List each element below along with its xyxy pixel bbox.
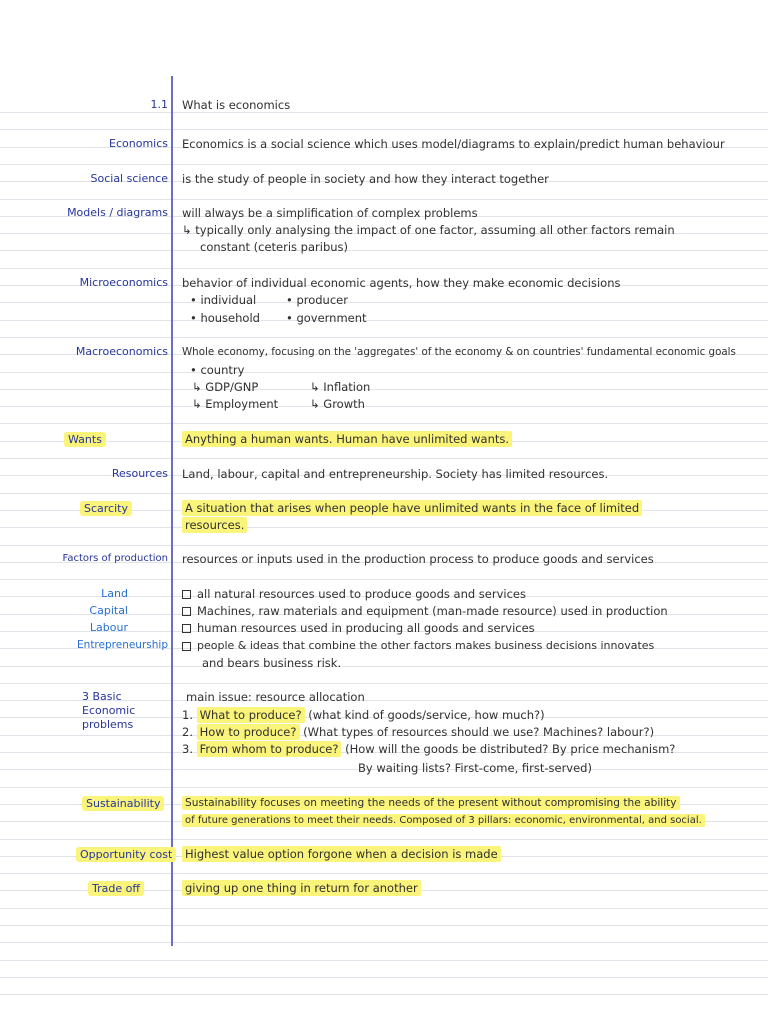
section-number: 1.1 — [150, 98, 168, 111]
term-social-science: Social science — [90, 172, 168, 185]
macro-sub-inflation: ↳ Inflation — [310, 380, 371, 394]
def-scarcity-line1: A situation that arises when people have unlimited wants in the face of limited — [182, 500, 642, 517]
ruled-line — [0, 423, 768, 424]
ruled-line — [0, 839, 768, 840]
problem-3: 3. From whom to produce? (How will the goods be distributed? By price mechanism? — [182, 742, 676, 756]
micro-bullet-producer: • producer — [286, 293, 348, 307]
micro-bullet-household: • household — [190, 311, 260, 325]
margin-line — [171, 76, 173, 946]
term-labour: Labour — [89, 621, 128, 634]
ruled-line — [0, 493, 768, 494]
def-models-line1: will always be a simplification of complex problems — [182, 206, 478, 220]
micro-bullet-government: • government — [286, 311, 367, 325]
factor-labour-desc: human resources used in producing all goods and services — [182, 620, 535, 637]
ruled-line — [0, 406, 768, 407]
ruled-line — [0, 545, 768, 546]
def-social-science: is the study of people in society and how they interact together — [182, 172, 549, 186]
term-capital: Capital — [89, 604, 128, 617]
factor-entrepreneurship-tail: and bears business risk. — [202, 656, 342, 670]
ruled-line — [0, 579, 768, 580]
def-trade-off: giving up one thing in return for another — [182, 880, 421, 897]
term-entrepreneurship: Entrepreneurship — [77, 639, 168, 651]
term-wants: Wants — [64, 433, 106, 447]
term-sustainability: Sustainability — [82, 797, 164, 811]
macro-sub-growth: ↳ Growth — [310, 397, 365, 411]
def-models-line3: constant (ceteris paribus) — [200, 240, 349, 254]
factor-land-desc: all natural resources used to produce goods and services — [182, 586, 526, 603]
term-scarcity: Scarcity — [80, 502, 132, 516]
ruled-line — [0, 977, 768, 978]
ruled-line — [0, 527, 768, 528]
ruled-line — [0, 199, 768, 200]
def-sustainability-line2: of future generations to meet their needs. Composed of 3 pillars: economic, environmental, and social. — [182, 812, 705, 829]
ruled-line — [0, 873, 768, 874]
ruled-line — [0, 787, 768, 788]
macro-bullet-country: • country — [190, 363, 245, 377]
term-3-basic-economic-problems: 3 Basic Economic problems — [82, 690, 136, 731]
def-sustainability-line1: Sustainability focuses on meeting the needs of the present without compromising the ability — [182, 795, 680, 812]
def-macro-line1: Whole economy, focusing on the 'aggregates' of the economy & on countries' fundamental economic goals — [182, 346, 736, 358]
ruled-line — [0, 164, 768, 165]
problem-3-continued: By waiting lists? First-come, first-served) — [358, 761, 592, 775]
def-economics: Economics is a social science which uses model/diagrams to explain/predict human behaviour — [182, 137, 725, 151]
term-macroeconomics: Macroeconomics — [75, 345, 168, 358]
ruled-line — [0, 683, 768, 684]
def-micro-line1: behavior of individual economic agents, how they make economic decisions — [182, 276, 621, 290]
def-scarcity-line2: resources. — [182, 517, 247, 534]
def-resources: Land, labour, capital and entrepreneurship. Society has limited resources. — [182, 467, 609, 481]
term-economics: Economics — [109, 137, 168, 150]
ruled-line — [0, 129, 768, 130]
macro-sub-gdp: ↳ GDP/GNP — [192, 380, 259, 394]
ruled-line — [0, 666, 768, 667]
term-microeconomics: Microeconomics — [79, 276, 168, 289]
factor-capital-desc: Machines, raw materials and equipment (man-made resource) used in production — [182, 603, 668, 620]
term-factors-of-production: Factors of production — [62, 553, 168, 564]
def-wants: Anything a human wants. Human have unlimited wants. — [182, 431, 512, 448]
ruled-line — [0, 268, 768, 269]
term-resources: Resources — [111, 467, 168, 480]
problems-intro: main issue: resource allocation — [186, 690, 365, 704]
term-opportunity-cost: Opportunity cost — [76, 848, 176, 862]
page-title: What is economics — [182, 98, 291, 112]
term-models-diagrams: Models / diagrams — [67, 206, 168, 219]
def-factors-of-production: resources or inputs used in the production process to produce goods and services — [182, 552, 654, 566]
ruled-line — [0, 372, 768, 373]
ruled-line — [0, 389, 768, 390]
problem-1: 1. What to produce? (what kind of goods/service, how much?) — [182, 708, 545, 722]
ruled-line — [0, 994, 768, 995]
ruled-line — [0, 458, 768, 459]
ruled-line — [0, 337, 768, 338]
ruled-line — [0, 908, 768, 909]
term-land: Land — [101, 587, 128, 600]
def-models-line2: ↳ typically only analysing the impact of one factor, assuming all other factors remain — [182, 223, 675, 237]
macro-sub-employment: ↳ Employment — [192, 397, 279, 411]
ruled-line — [0, 942, 768, 943]
problem-2: 2. How to produce? (What types of resources should we use? Machines? labour?) — [182, 725, 655, 739]
def-opportunity-cost: Highest value option forgone when a decision is made — [182, 846, 501, 863]
ruled-line — [0, 302, 768, 303]
micro-bullet-individual: • individual — [190, 293, 257, 307]
ruled-line — [0, 960, 768, 961]
term-trade-off: Trade off — [88, 882, 144, 896]
ruled-line — [0, 925, 768, 926]
ruled-line — [0, 320, 768, 321]
factor-entrepreneurship-desc: people & ideas that combine the other factors makes business decisions innovates — [182, 637, 654, 654]
